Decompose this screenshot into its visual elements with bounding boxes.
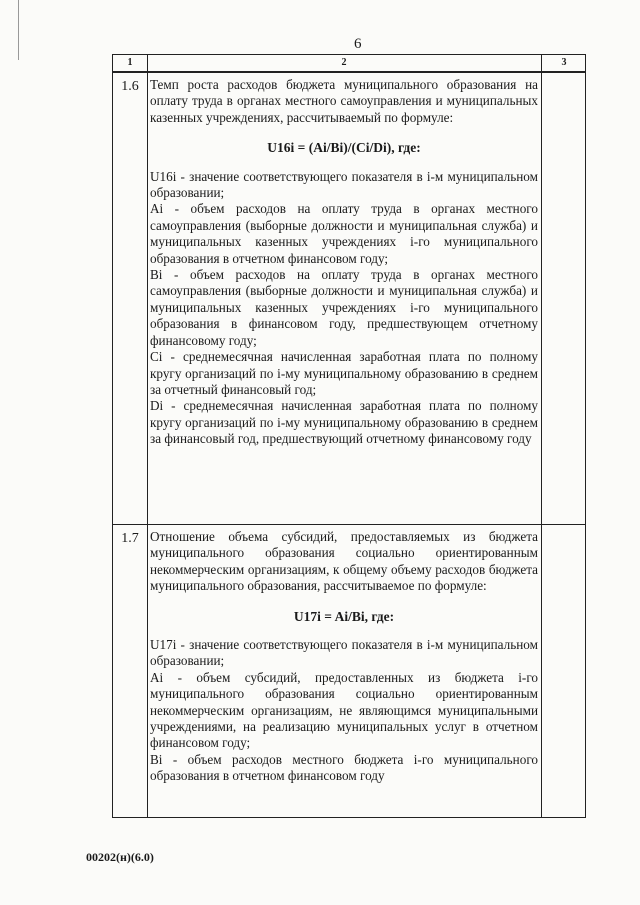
row-number: 1.6	[121, 79, 139, 94]
document-code: 00202(н)(6.0)	[86, 850, 154, 864]
header-col-2: 2	[341, 57, 347, 68]
definition: U16i - значение соответствующего показателя в i-м муниципальном образовании;	[150, 168, 538, 201]
scan-edge-line	[18, 0, 19, 60]
definition: Ai - объем субсидий, предоставленных из бюджета i-го муниципального образования социально ориентированным некоммерческим организациям, не являющимся муниципальными учреждениями, на реализацию муниципальных услуг в отчетном финансовом году;	[150, 669, 538, 751]
definition: Di - среднемесячная начисленная заработная плата по полному кругу организаций по i-му муниципальному образованию в среднем за финансовый год, предшествующий отчетному финансовому году	[150, 398, 538, 447]
definition: Ci - среднемесячная начисленная заработная плата по полному кругу организаций по i-му муниципальному образованию в среднем за отчетный финансовый год;	[150, 349, 538, 397]
table-row-1-6	[113, 72, 585, 525]
row-content	[150, 529, 538, 785]
indicator-table	[112, 54, 586, 818]
definition: U17i - значение соответствующего показателя в i-м муниципальном образовании;	[150, 637, 538, 669]
table-row-1-7	[113, 524, 585, 818]
page-number: 6	[354, 36, 362, 52]
row-formula: U17i = Ai/Bi, где:	[293, 608, 395, 624]
definition: Ai - объем расходов на оплату труда в органах местного самоуправления (выборные должности и муниципальная служба) и муниципальных казенных учреждениях i-го муниципального образования в отчетном финансовом году;	[150, 201, 538, 266]
row-content	[150, 77, 538, 448]
definition: Bi - объем расходов на оплату труда в органах местного самоуправления (выборные должности и муниципальная служба) и муниципальных казенных учреждениях i-го муниципального образования в финансовом году, предшествующем отчетному финансовому году;	[150, 267, 538, 348]
row-number: 1.7	[121, 531, 139, 546]
header-col-3: 3	[561, 57, 567, 68]
header-col-1: 1	[127, 57, 133, 68]
row-intro: Отношение объема субсидий, предоставляемых из бюджета муниципального образования социально ориентированным некоммерческим организациям, к общему объему расходов бюджета муниципального образования, рассчитываемое по формуле:	[150, 529, 538, 594]
row-formula: U16i = (Ai/Bi)/(Ci/Di), где:	[267, 140, 421, 156]
definition: Bi - объем расходов местного бюджета i-го муниципального образования в отчетном финансовом году	[150, 751, 538, 784]
row-intro: Темп роста расходов бюджета муниципального образования на оплату труда в органах местного самоуправления и муниципальных казенных учреждениях, рассчитываемый по формуле:	[150, 77, 538, 125]
